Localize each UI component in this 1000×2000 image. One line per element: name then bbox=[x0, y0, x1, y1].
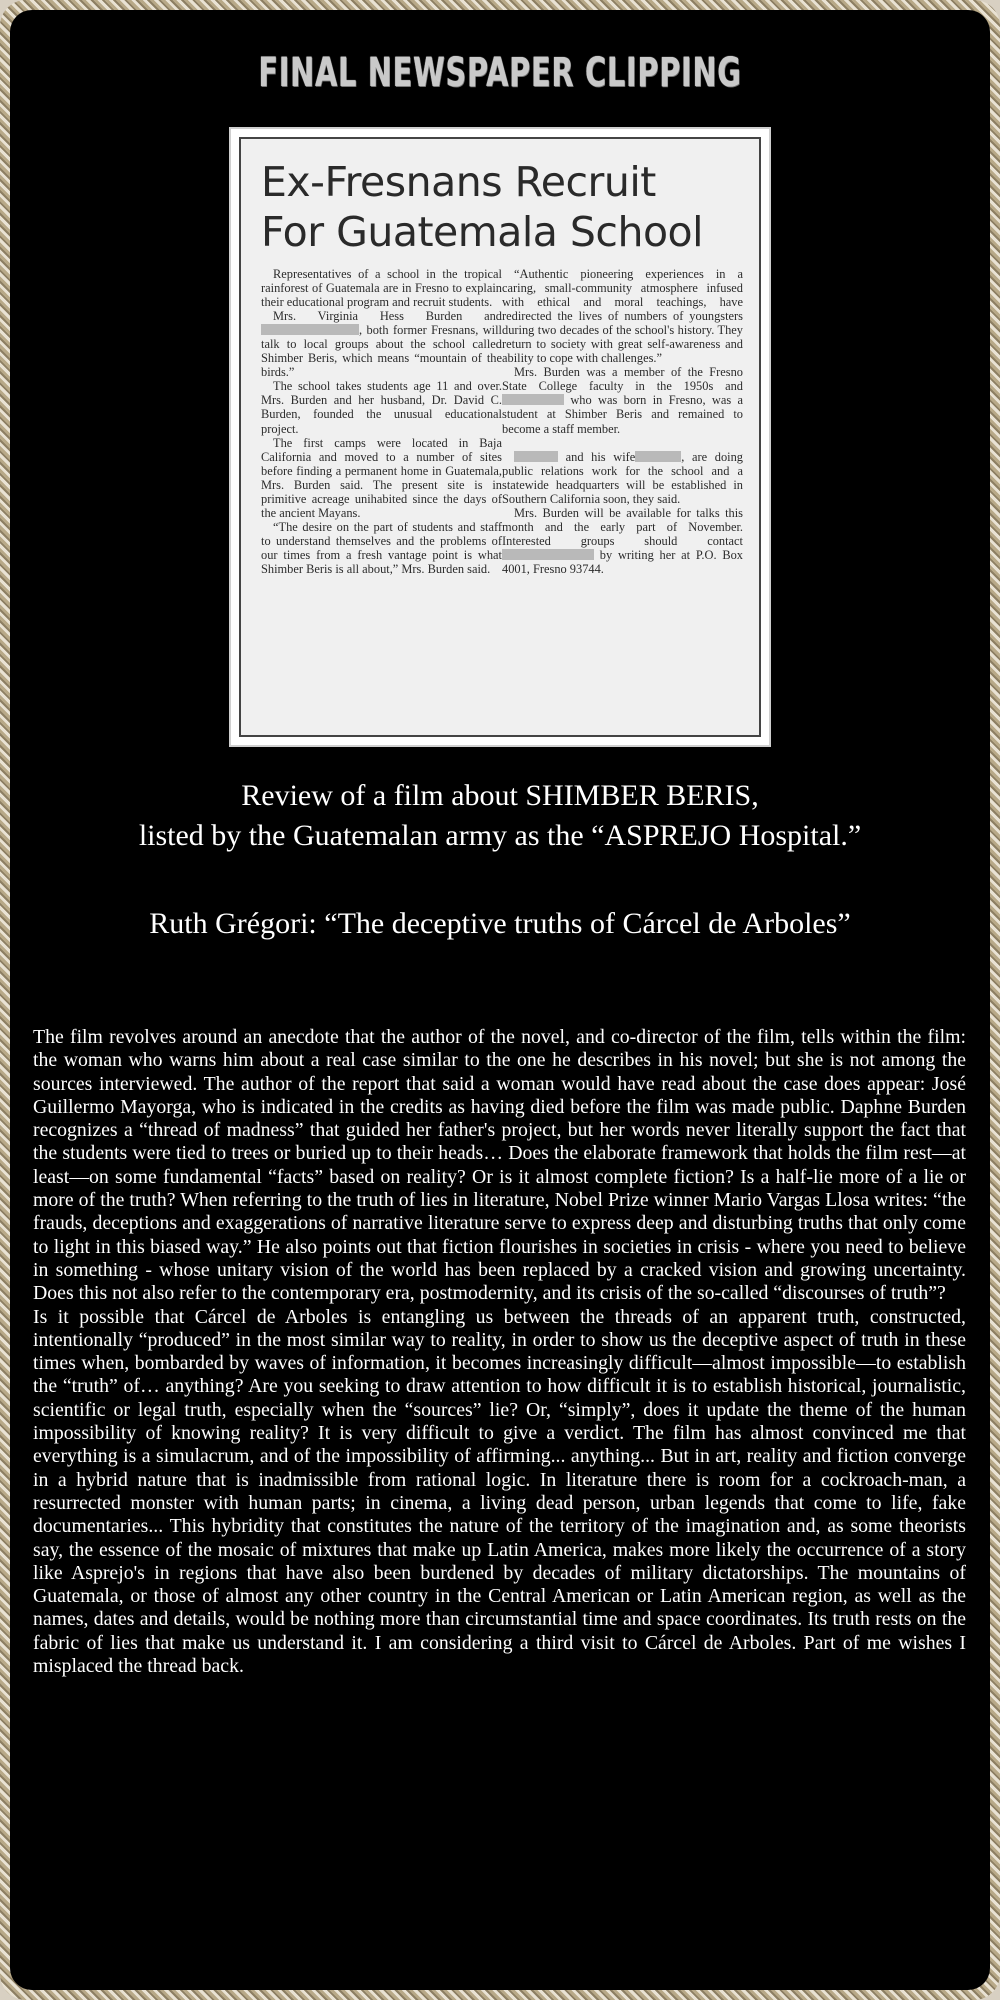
redaction-bar bbox=[502, 549, 594, 560]
clipping-paragraph: “The desire on the part of students and staff to understand themselves and the problems of our times from a fresh vantage point is what Shimber Beris is all about,” Mrs. Burden said. bbox=[261, 519, 502, 576]
redaction-bar bbox=[635, 451, 681, 462]
page-heading: FINAL NEWSPAPER CLIPPING bbox=[258, 50, 742, 96]
clipping-text: , are doing public relations work for the school and a statewide headquarters will be established in Southern California soon, they said. bbox=[502, 449, 743, 506]
clipping-paragraph: The first camps were located in Baja California and moved to a number of sites before finding a permanent home in Guatemala, Mrs. Burden said. The present site is in primitive acreage unihabited since the days of the ancient Mayans. bbox=[261, 435, 502, 520]
clipping-paragraph bbox=[502, 506, 743, 576]
redaction-bar bbox=[502, 394, 564, 405]
clipping-left-column bbox=[261, 267, 502, 576]
clipping-text: Mrs. Burden was a member of the Fresno State College faculty in the 1950s and bbox=[502, 365, 743, 394]
clipping-text: by writing her at P.O. Box 4001, Fresno 93744. bbox=[502, 547, 743, 576]
clipping-text: , both former Fresnans, will talk to local groups about the school called Shimber Beris, which means “mountain of the birds.” bbox=[261, 323, 502, 380]
clipping-text: Mrs. Burden will be available for talks this month and the early part of November. Interested groups should contact bbox=[502, 505, 743, 548]
clipping-text: and his wife bbox=[565, 449, 636, 464]
clipping-paragraph bbox=[502, 450, 743, 506]
clipping-headline-line2: For Guatemala School bbox=[261, 208, 704, 256]
clipping-paragraph bbox=[502, 365, 743, 435]
newspaper-clipping bbox=[239, 137, 761, 737]
clipping-headline-line1: Ex-Fresnans Recruit bbox=[261, 158, 656, 206]
clipping-columns bbox=[261, 267, 743, 576]
clipping-paragraph: The school takes students age 11 and over. Mrs. Burden and her husband, Dr. David C. Burden, founded the unusual educational project. bbox=[261, 379, 502, 436]
redaction-bar bbox=[261, 324, 359, 335]
caption-line-1: Review of a film about SHIMBER BERIS, bbox=[241, 779, 759, 812]
review-title: Ruth Grégori: “The deceptive truths of Cárcel de Arboles” bbox=[149, 907, 851, 940]
caption-line-2: listed by the Guatemalan army as the “ASPREJO Hospital.” bbox=[138, 819, 862, 852]
redaction-bar bbox=[514, 451, 558, 462]
review-paragraph-1: The film revolves around an anecdote that the author of the novel, and co-director of the film, tells within the film: the woman who warns him about a real case similar to the one he describes in his novel; but she is not among the sources interviewed. The author of the report that said a woman would have read about the case does appear: José Guillermo Mayorga, who is indicated in the credits as having died before the film was made public. Daphne Burden recognizes a “thread of madness” that guided her father's project, but her words never literally support the fact that the students were tied to trees or buried up to their heads… Does the elaborate framework that holds the film rest—at least—on some fundamental “facts” based on reality? Or is it almost complete fiction? Is a half-lie more of a lie or more of the truth? When referring to the truth of lies in literature, Nobel Prize winner Mario Vargas Llosa writes: “the frauds, deceptions and exaggerations of narrative literature serve to express deep and disturbing truths that only come to light in this biased way.” He also points out that fiction flourishes in societies in crisis - where you need to believe in something - whose unitary vision of the world has been replaced by a cracked vision and growing uncertainty. Does this not also refer to the contemporary era, postmodernity, and its crisis of the so-called “discourses of truth”? bbox=[33, 1026, 966, 1305]
clipping-paragraph: “Authentic pioneering experiences in a caring, small-community atmosphere infused with ethical and moral teachings, have redirected the lives of numbers of youngsters during two decades of the school's history. They return to society with great self-awareness and ability to cope with challenges.” bbox=[502, 267, 743, 366]
clipping-paragraph bbox=[261, 309, 502, 379]
clipping-paragraph: Representatives of a school in the tropical rainforest of Guatemala are in Fresno to explain their educational program and recruit students. bbox=[261, 267, 502, 310]
review-paragraph-2: Is it possible that Cárcel de Arboles is entangling us between the threads of an apparent truth, constructed, intentionally “produced” in the most similar way to reality, in order to show us the deceptive aspect of truth in these times when, bombarded by waves of information, it becomes increasingly difficult—almost impossible—to establish the “truth” of… anything? Are you seeking to draw attention to how difficult it is to establish historical, journalistic, scientific or legal truth, especially when the “sources” lie? Or, “simply”, does it update the theme of the human impossibility of knowing reality? It is very difficult to give a verdict. The film has almost convinced me that everything is a simulacrum, and of the impossibility of affirming... anything... But in art, reality and fiction converge in a hybrid nature that is inadmissible from rational logic. In literature there is room for a cockroach-man, a resurrected monster with human parts; in cinema, a living dead person, urban legends that come to life, fake documentaries... This hybridity that constitutes the nature of the territory of the imagination and, as some theorists say, the essence of the mosaic of mixtures that make up Latin America, makes more likely the occurrence of a story like Asprejo's in regions that have also been burdened by decades of military dictatorships. The mountains of Guatemala, or those of almost any other country in the Central American or Latin American region, as well as the names, dates and details, would be nothing more than circumstantial time and space coordinates. Its truth rests on the fabric of lies that make us understand it. I am considering a third visit to Cárcel de Arboles. Part of me wishes I misplaced the thread back. bbox=[33, 1305, 966, 1678]
clipping-text: who was born in Fresno, was a student at Shimber Beris and remained to become a staff member. bbox=[502, 393, 743, 436]
review-body bbox=[33, 1026, 966, 1678]
clipping-text: Mrs. Virginia Hess Burden and bbox=[273, 309, 502, 324]
newspaper-clipping-image bbox=[229, 127, 771, 747]
clipping-right-column bbox=[502, 267, 743, 576]
clipping-headline bbox=[261, 157, 743, 257]
